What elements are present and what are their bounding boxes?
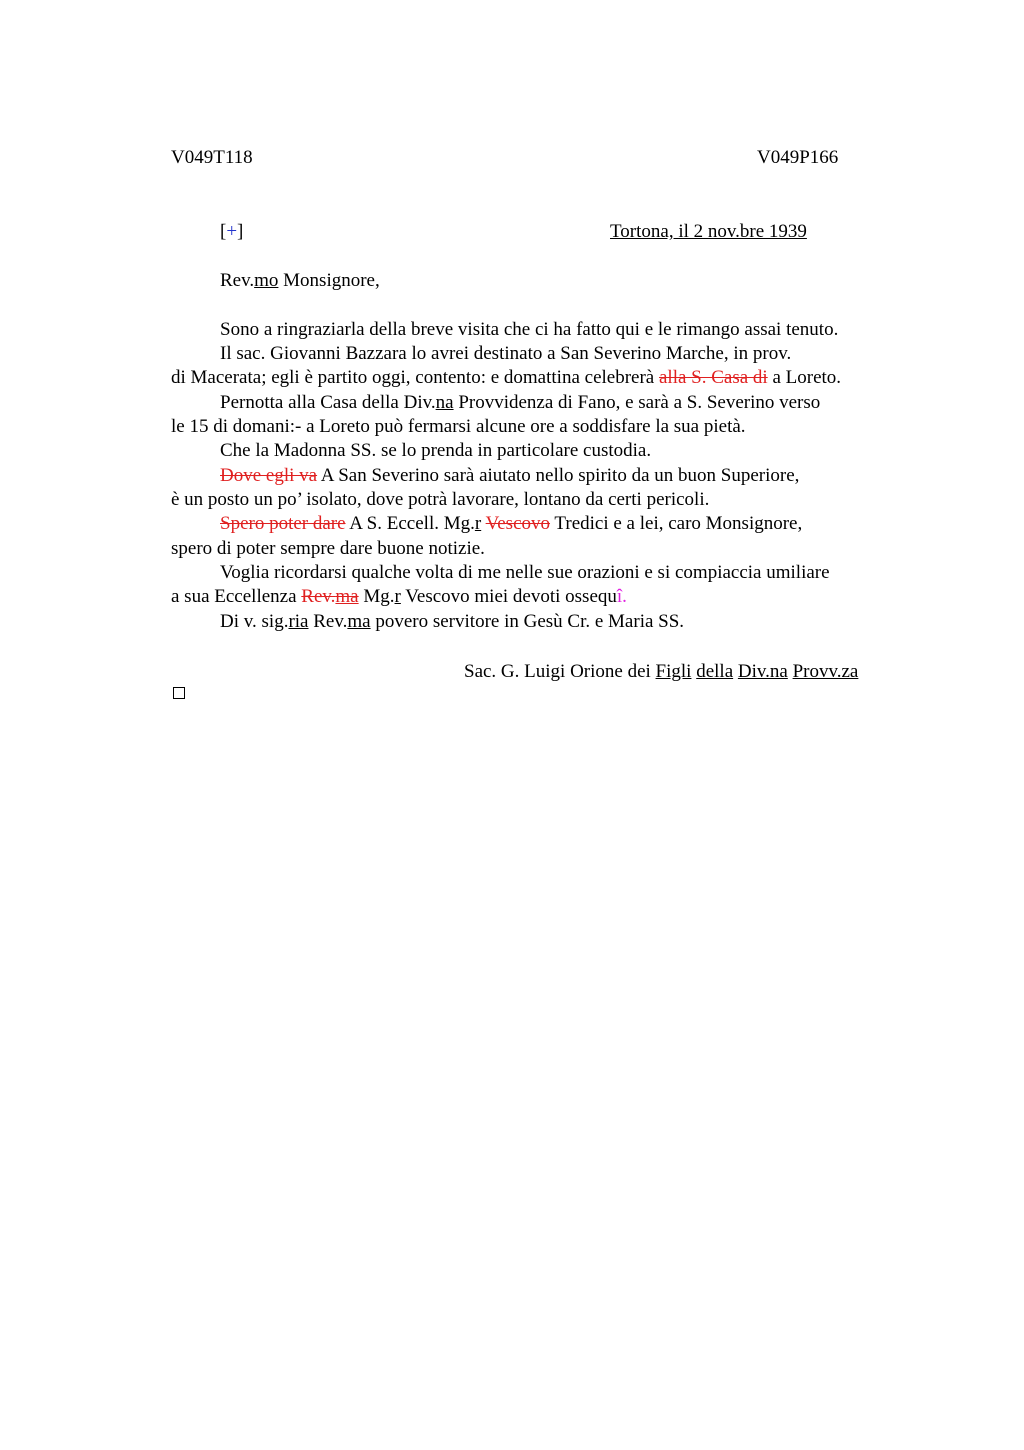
deleted-text: Dove egli va <box>220 465 318 486</box>
body-line-1: Sono a ringraziarla della breve visita che ci ha fatto qui e le rimango assai tenuto. <box>220 319 839 340</box>
deleted-text: ma <box>335 586 359 607</box>
deleted-text: alla S. Casa di <box>659 367 768 388</box>
body-line-12: a sua Eccellenza Rev.ma Mg.r Vescovo miei devoti ossequî. <box>171 586 627 607</box>
salutation: Rev.mo Monsignore, <box>220 270 380 291</box>
body-line-4: Pernotta alla Casa della Div.na Provvidenza di Fano, e sarà a S. Severino verso <box>220 392 821 413</box>
end-of-text-box-icon <box>173 687 185 699</box>
body-line-11: Voglia ricordarsi qualche volta di me nelle sue orazioni e si compiaccia umiliare <box>220 562 830 583</box>
body-line-10: spero di poter sempre dare buone notizie. <box>171 538 485 559</box>
body-line-3: di Macerata; egli è partito oggi, contento: e domattina celebrerà alla S. Casa di a Loreto. <box>171 367 842 388</box>
bracket-open: [ <box>220 221 227 242</box>
plus-sign: + <box>226 221 238 242</box>
document-code-left: V049T118 <box>171 147 253 168</box>
body-line-7: Dove egli va A San Severino sarà aiutato nello spirito da un buon Superiore, <box>220 465 800 486</box>
body-line-5: le 15 di domani:- a Loreto può fermarsi alcune ore a soddisfare la sua pietà. <box>171 416 746 437</box>
deleted-text: Spero poter dare <box>220 513 346 534</box>
body-line-8: è un posto un po’ isolato, dove potrà lavorare, lontano da certi pericoli. <box>171 489 710 510</box>
body-line-2: Il sac. Giovanni Bazzara lo avrei destinato a San Severino Marche, in prov. <box>220 343 792 364</box>
deleted-text: Rev. <box>301 586 336 607</box>
bracket-close: ] <box>237 221 244 242</box>
signature-line: Sac. G. Luigi Orione dei Figli della Div.na Provv.za <box>464 661 859 682</box>
body-line-6: Che la Madonna SS. se lo prenda in particolare custodia. <box>220 440 652 461</box>
body-line-9: Spero poter dare A S. Eccell. Mg.r Vescovo Tredici e a lei, caro Monsignore, <box>220 513 803 534</box>
cross-mark <box>220 220 243 244</box>
inserted-text: î. <box>616 586 627 607</box>
body-line-13: Di v. sig.ria Rev.ma povero servitore in Gesù Cr. e Maria SS. <box>220 611 685 632</box>
deleted-text: Vescovo <box>485 513 551 534</box>
document-code-right: V049P166 <box>757 147 839 168</box>
letter-date: Tortona, il 2 nov.bre 1939 <box>610 221 807 242</box>
